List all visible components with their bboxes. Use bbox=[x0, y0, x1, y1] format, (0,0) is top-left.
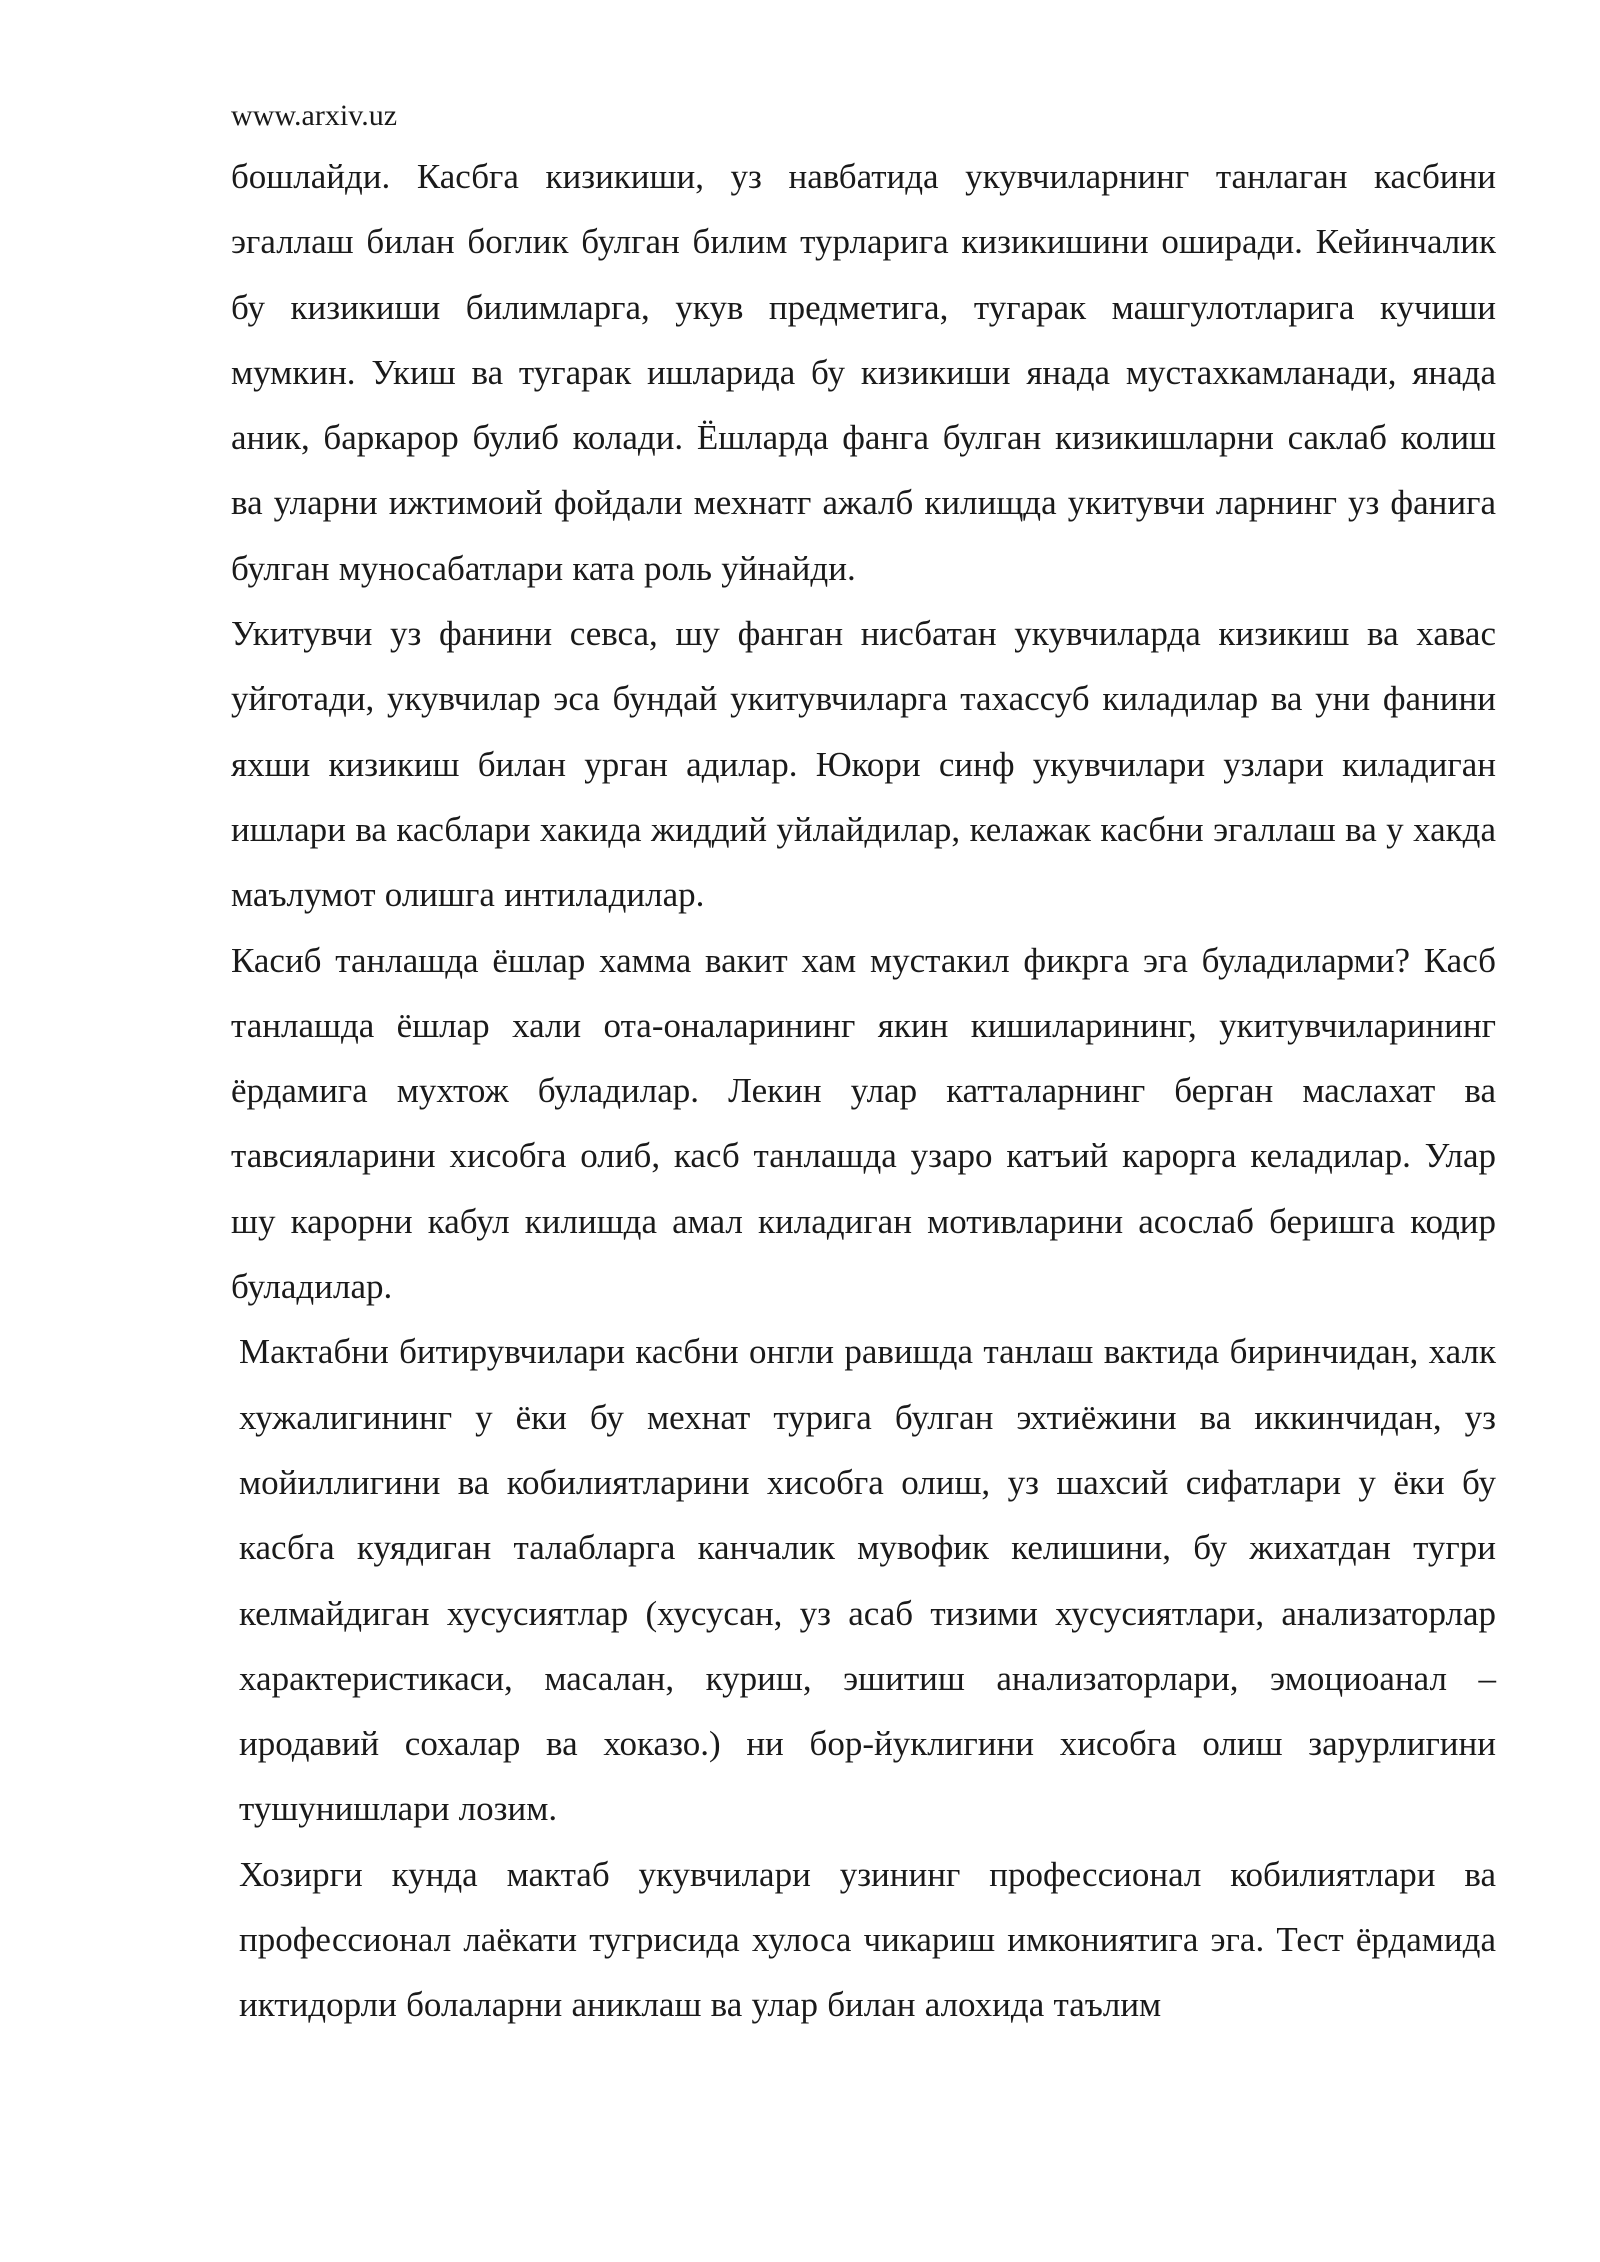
paragraph-5: Хозирги кунда мактаб укувчилари узининг профессионал кобилиятлари ва профессионал лаёкати тугрисида хулоса чикариш имкониятига эга. Тест ёрдамида иктидорли болаларни аниклаш ва улар билан алохида таълим bbox=[239, 1854, 1496, 2025]
source-url: www.arxiv.uz bbox=[231, 99, 398, 132]
paragraph-2: Укитувчи уз фанини севса, шу фанган нисбатан укувчиларда кизикиш ва хавас уйготади, укувчилар эса бундай укитувчиларга тахассуб киладилар ва уни фанини яхши кизикиш билан урган адилар. Юкори синф укувчилари узлари киладиган ишлари ва касблари хакида жиддий уйлайдилар, келажак касбни эгаллаш ва у хакда маълумот олишга интиладилар. bbox=[231, 614, 1496, 915]
document-body bbox=[231, 144, 1496, 2038]
paragraph-3: Касиб танлашда ёшлар хамма вакит хам мустакил фикрга эга буладиларми? Касб танлашда ёшлар хали ота-оналарининг якин кишиларининг, укитувчиларининг ёрдамига мухтож буладилар. Лекин улар катталарнинг берган маслахат ва тавсияларини хисобга олиб, касб танлашда узаро катъий карорга келадилар. Улар шу карорни кабул килишда амал киладиган мотивларини асослаб беришга кодир буладилар. bbox=[231, 940, 1496, 1307]
paragraph-4: Мактабни битирувчилари касбни онгли равишда танлаш вактида биринчидан, халк хужалигининг у ёки бу мехнат турига булган эхтиёжини ва иккинчидан, уз мойиллигини ва кобилиятларини хисобга олиш, уз шахсий сифатлари у ёки бу касбга куядиган талабларга канчалик мувофик келишини, бу жихатдан тугри келмайдиган хусусиятлар (хусусан, уз асаб тизими хусусиятлари, анализаторлар характеристикаси, масалан, куриш, эшитиш анализаторлари, эмоциоанал –иродавий сохалар ва хоказо.) ни бор-йуклигини хисобга олиш зарурлигини тушунишлари лозим. bbox=[239, 1332, 1496, 1829]
paragraph-1: бошлайди. Касбга кизикиши, уз навбатида укувчиларнинг танлаган касбини эгаллаш билан боглик булган билим турларига кизикишини оширади. Кейинчалик бу кизикиши билимларга, укув предметига, тугарак машгулотларига кучиши мумкин. Укиш ва тугарак ишларида бу кизикиши янада мустахкамланади, янада аник, баркарор булиб колади. Ёшларда фанга булган кизикишларни саклаб колиш ва уларни ижтимоий фойдали мехнатг ажалб килищда укитувчи ларнинг уз фанига булган муносабатлари ката роль уйнайди. bbox=[231, 157, 1496, 588]
